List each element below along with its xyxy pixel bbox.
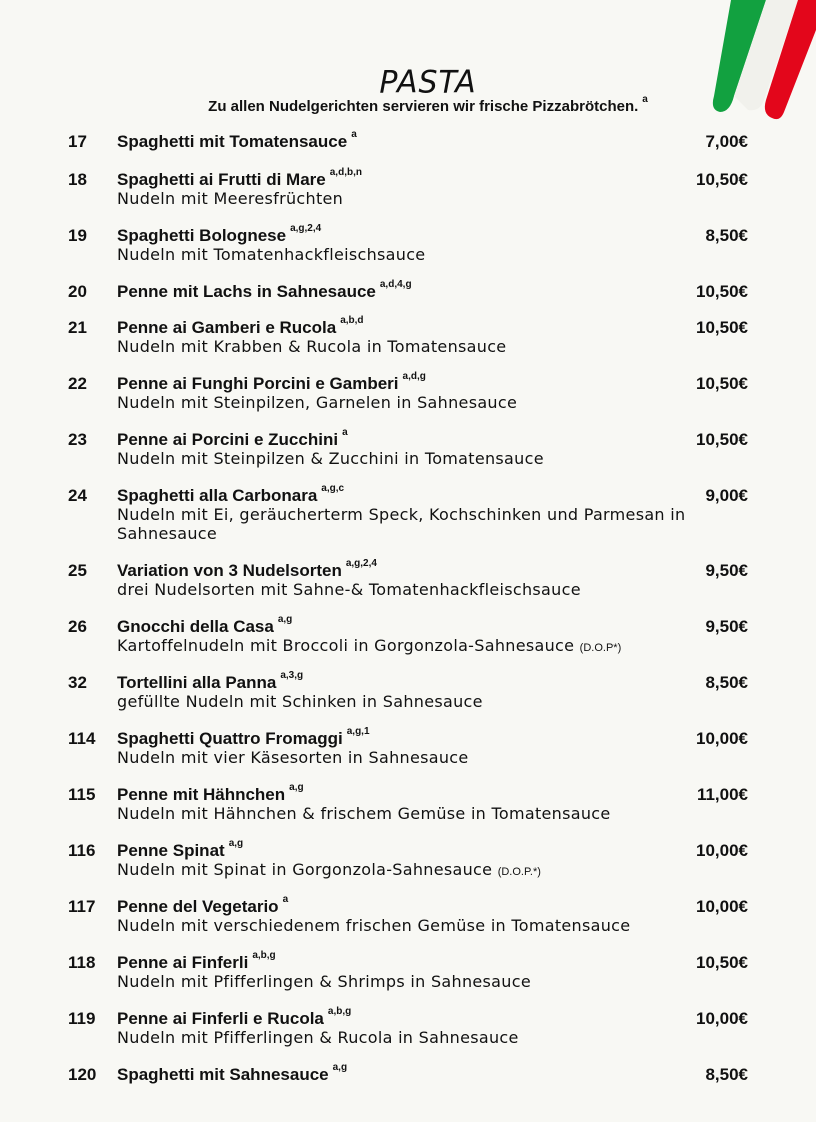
item-price: 10,50€ [696,430,748,449]
item-name [117,1062,348,1085]
item-price: 10,50€ [696,953,748,972]
item-description-text: Nudeln mit Pfifferlingen & Shrimps in Sahnesauce [117,972,531,991]
item-name [117,483,345,506]
item-allergens: a,b,g [252,950,276,962]
item-name-text: Penne Spinat [117,841,225,860]
item-allergens: a,g [289,782,304,794]
item-name [117,670,304,693]
item-name [117,223,322,246]
item-price: 10,50€ [696,318,748,337]
item-name-text: Penne ai Funghi Porcini e Gamberi [117,374,399,393]
item-price: 10,00€ [696,729,748,748]
item-number: 32 [68,673,87,692]
item-description-text: Nudeln mit vier Käsesorten in Sahnesauce [117,748,469,767]
item-name-text: Spaghetti Bolognese [117,226,287,245]
item-allergens: a [342,427,348,439]
item-price: 11,00€ [696,785,748,804]
item-number: 119 [68,1009,96,1028]
item-allergens: a [282,894,289,906]
item-number: 116 [68,841,96,860]
item-description-text: Nudeln mit Krabben & Rucola in Tomatensauce [117,337,507,356]
item-number: 19 [68,226,87,245]
item-price: 10,00€ [696,841,748,860]
item-description-text: Nudeln mit Steinpilzen & Zucchini in Tomatensauce [117,449,544,468]
item-name [117,315,364,338]
item-price: 7,00€ [705,132,748,151]
item-allergens: a,b,d [340,315,364,327]
item-name [117,782,304,805]
item-name [117,371,426,394]
item-name-text: Penne mit Hähnchen [117,785,286,804]
item-number: 24 [68,486,87,505]
item-allergens: a,g,1 [346,726,370,738]
item-description [117,692,697,711]
item-description-text: Nudeln mit Hähnchen & frischem Gemüse in Tomatensauce [117,804,611,823]
item-number: 25 [68,561,87,580]
item-price: 10,00€ [696,1009,748,1028]
item-name [117,129,357,152]
item-description-text: Kartoffelnudeln mit Broccoli in Gorgonzola-Sahnesauce [117,636,575,655]
item-description [117,748,697,767]
item-name [117,950,276,973]
item-price: 10,50€ [696,170,748,189]
item-name-text: Spaghetti alla Carbonara [117,486,318,505]
item-name [117,838,244,861]
item-name-text: Spaghetti Quattro Fromaggi [117,729,343,748]
item-description-text: Nudeln mit Spinat in Gorgonzola-Sahnesauce [117,860,493,879]
item-price: 8,50€ [705,1065,748,1084]
item-description-text: gefüllte Nudeln mit Schinken in Sahnesauce [117,692,483,711]
item-price: 9,50€ [705,617,748,636]
item-name-text: Spaghetti ai Frutti di Mare [117,170,326,189]
item-name-text: Penne del Vegetario [117,897,279,916]
item-price: 8,50€ [705,673,748,692]
item-number: 18 [68,170,87,189]
item-description [117,245,697,264]
item-name-text: Penne ai Finferli [117,953,249,972]
item-description-text: drei Nudelsorten mit Sahne-& Tomatenhackfleischsauce [117,580,581,599]
item-price: 8,50€ [705,226,748,245]
item-number: 117 [68,897,96,916]
item-name [117,894,289,917]
item-description [117,337,697,356]
item-name [117,558,377,581]
item-description [117,393,697,412]
item-name-text: Spaghetti mit Tomatensauce [117,132,348,151]
item-number: 118 [68,953,96,972]
item-name [117,726,370,749]
item-name-text: Tortellini alla Panna [117,673,277,692]
subtitle-text: Zu allen Nudelgerichten servieren wir frische Pizzabrötchen. [208,98,639,115]
page-title: PASTA [379,64,477,101]
item-allergens: a,g [277,614,293,626]
item-name-text: Penne ai Finferli e Rucola [117,1009,324,1028]
item-name-text: Penne mit Lachs in Sahnesauce [117,282,376,301]
item-description [117,505,697,543]
item-name [117,614,293,637]
item-allergens: a,g,2,4 [290,223,322,235]
item-name-text: Gnocchi della Casa [117,617,274,636]
item-name-text: Penne ai Porcini e Zucchini [117,430,339,449]
item-allergens: a,g [332,1062,348,1074]
item-description-text: Nudeln mit Steinpilzen, Garnelen in Sahnesauce [117,393,518,412]
item-number: 114 [68,729,96,748]
item-name [117,167,362,190]
item-number: 120 [68,1065,97,1084]
item-number: 20 [68,282,87,301]
item-note: (D.O.P.*) [497,866,541,878]
item-name [117,279,412,302]
item-description-text: Nudeln mit verschiedenem frischen Gemüse in Tomatensauce [117,916,631,935]
item-allergens: a,b,g [327,1006,352,1018]
item-description [117,1028,697,1047]
item-description [117,449,697,468]
item-name-text: Penne ai Gamberi e Rucola [117,318,337,337]
item-allergens: a,g [228,838,244,850]
item-price: 9,50€ [705,561,748,580]
item-number: 17 [68,132,87,151]
item-number: 115 [68,785,96,804]
item-number: 23 [68,430,87,449]
item-price: 10,50€ [696,374,748,393]
item-price: 10,00€ [696,897,748,916]
item-number: 22 [68,374,87,393]
item-description [117,636,697,658]
item-description [117,916,697,935]
item-allergens: a,d,b,n [329,167,362,179]
subtitle-allergen: a [642,94,648,105]
item-description [117,580,697,599]
item-note: (D.O.P*) [579,642,622,654]
item-description-text: Nudeln mit Tomatenhackfleischsauce [117,245,426,264]
item-number: 21 [68,318,87,337]
item-description-text: Nudeln mit Meeresfrüchten [117,189,344,208]
item-allergens: a,g,2,4 [345,558,377,570]
item-description [117,972,697,991]
item-description [117,860,697,882]
item-allergens: a,d,4,g [379,279,412,291]
item-description-text: Nudeln mit Ei, geräucherterm Speck, Kochschinken und Parmesan in Sahnesauce [117,505,686,543]
item-allergens: a,g,c [321,483,345,495]
item-price: 10,50€ [696,282,748,301]
item-number: 26 [68,617,87,636]
item-allergens: a,d,g [402,371,426,383]
item-allergens: a [351,129,357,141]
item-name-text: Spaghetti mit Sahnesauce [117,1065,329,1084]
item-allergens: a,3,g [280,670,304,682]
item-description [117,189,697,208]
item-name [117,427,348,450]
item-description [117,804,697,823]
item-description-text: Nudeln mit Pfifferlingen & Rucola in Sahnesauce [117,1028,519,1047]
item-price: 9,00€ [705,486,748,505]
item-name-text: Variation von 3 Nudelsorten [117,561,342,580]
item-name [117,1006,352,1029]
